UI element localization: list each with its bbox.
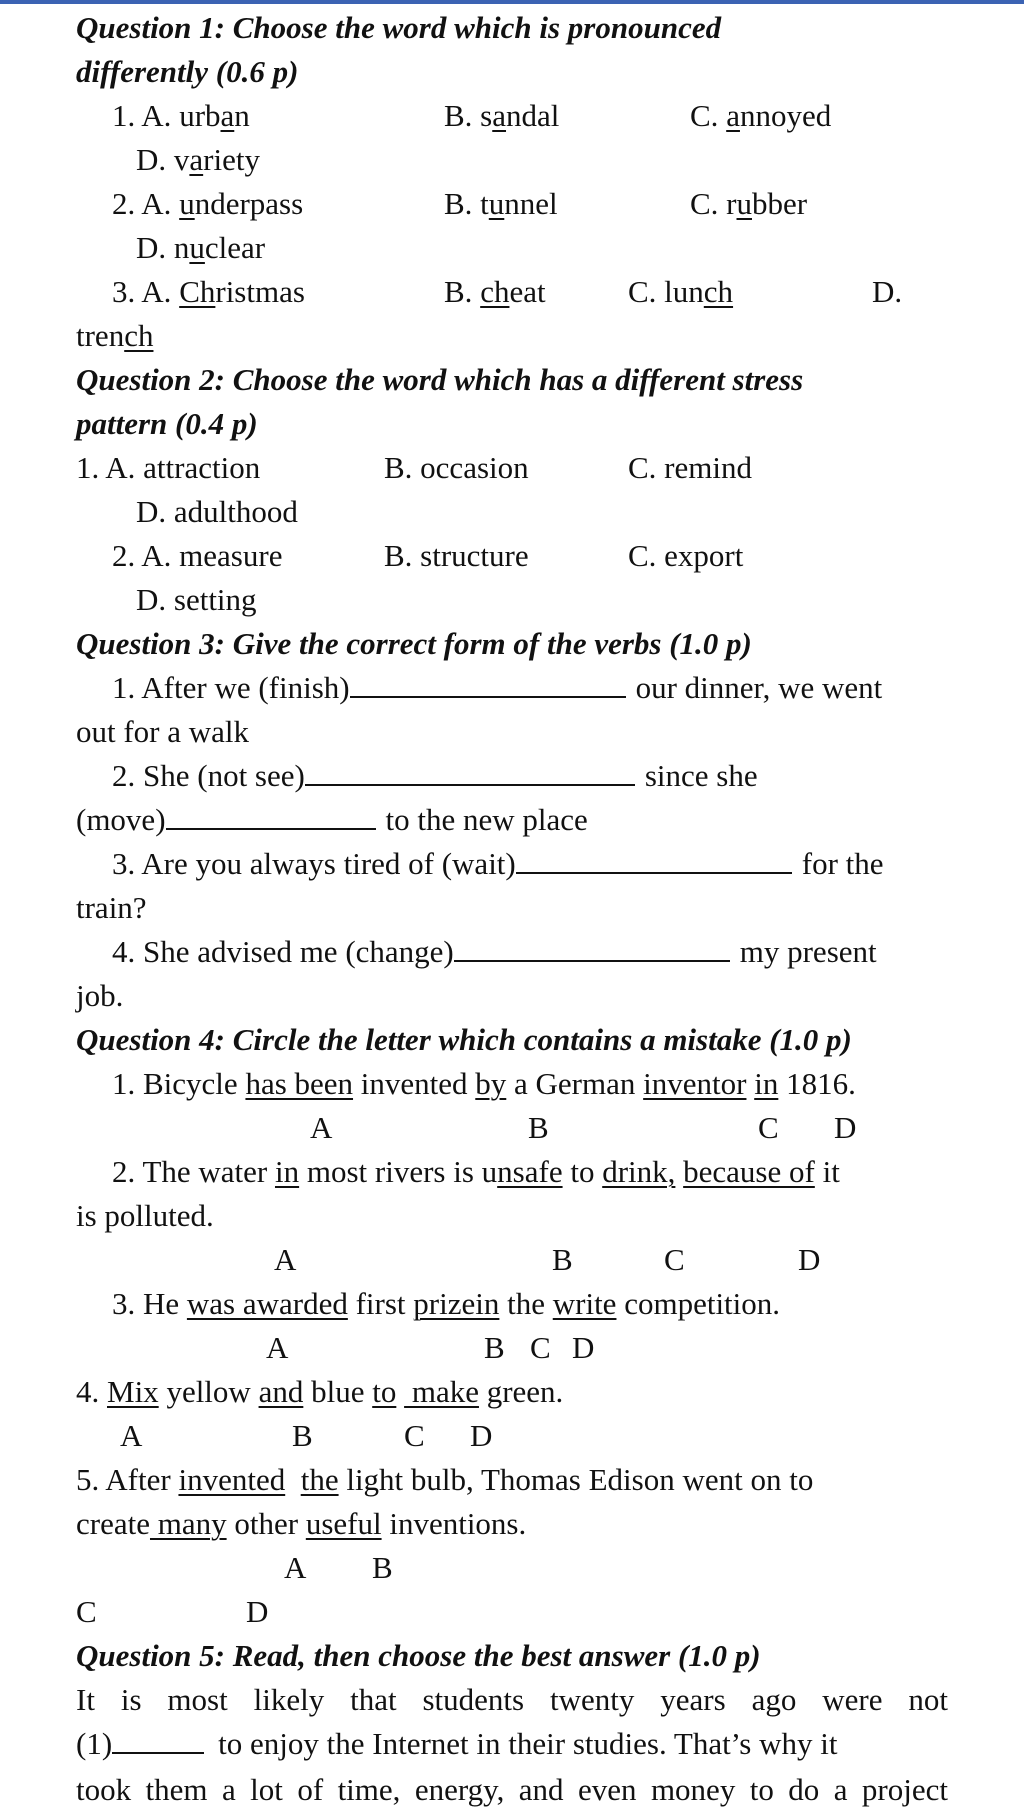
q5-passage-line-3: took them a lot of time, energy, and even money to do a project	[76, 1772, 948, 1807]
q2-item1-option-a: 1. A. attraction	[76, 450, 261, 485]
answer-blank[interactable]	[112, 1726, 204, 1754]
q4-s2-letter-a: A	[274, 1242, 297, 1277]
q1-item2-option-a: 2. A. underpass	[112, 186, 304, 221]
q3-item2: 2. She (not see) since she	[112, 758, 758, 793]
q5-passage-line-3-cropped	[76, 1752, 952, 1807]
q1-item1-option-b: B. sandal	[444, 98, 560, 133]
q1-item3-option-d-label: D.	[872, 274, 903, 309]
q3-item4: 4. She advised me (change) my present	[112, 934, 877, 969]
q4-s1-letter-a: A	[310, 1110, 333, 1145]
q4-sentence-5-cont: create many other useful inventions.	[76, 1506, 527, 1541]
q1-item2-option-d: D. nuclear	[136, 230, 266, 265]
q4-sentence-1: 1. Bicycle has been invented by a German inventor in 1816.	[112, 1066, 856, 1101]
q4-s3-letter-d: D	[572, 1330, 595, 1365]
q4-s1-letter-c: C	[758, 1110, 779, 1145]
q4-s1-letter-b: B	[528, 1110, 549, 1145]
q2-item1-option-d: D. adulthood	[136, 494, 298, 529]
answer-blank[interactable]	[350, 670, 626, 698]
answer-blank[interactable]	[166, 802, 376, 830]
question-2-title: Question 2: Choose the word which has a different stress	[76, 362, 804, 397]
q3-item2-cont: (move) to the new place	[76, 802, 588, 837]
q1-item3-option-d-word: trench	[76, 318, 154, 353]
q4-s2-letter-d: D	[798, 1242, 821, 1277]
q1-item3-option-c: C. lunch	[628, 274, 734, 309]
q2-item1-option-b: B. occasion	[384, 450, 529, 485]
q2-item2-option-d: D. setting	[136, 582, 257, 617]
q4-s3-letter-c: C	[530, 1330, 551, 1365]
q2-item2-option-a: 2. A. measure	[112, 538, 283, 573]
q1-item1-option-c: C. annoyed	[690, 98, 832, 133]
q5-passage-line-1: It is most likely that students twenty years ago were not	[76, 1682, 948, 1717]
q4-s1-letter-d: D	[834, 1110, 857, 1145]
q1-item1-option-d: D. variety	[136, 142, 260, 177]
answer-blank[interactable]	[454, 934, 730, 962]
q3-item3: 3. Are you always tired of (wait) for the	[112, 846, 884, 881]
q3-item3-cont: train?	[76, 890, 147, 925]
q4-sentence-5: 5. After invented the light bulb, Thomas Edison went on to	[76, 1462, 814, 1497]
q2-item1-option-c: C. remind	[628, 450, 752, 485]
q4-s4-letter-a: A	[120, 1418, 143, 1453]
question-3-title: Question 3: Give the correct form of the verbs (1.0 p)	[76, 626, 752, 661]
question-1-title-cont: differently (0.6 p)	[76, 54, 299, 89]
q2-item2-option-b: B. structure	[384, 538, 529, 573]
q1-item2-option-b: B. tunnel	[444, 186, 558, 221]
q4-sentence-4: 4. Mix yellow and blue to make green.	[76, 1374, 564, 1409]
question-4-title: Question 4: Circle the letter which contains a mistake (1.0 p)	[76, 1022, 852, 1057]
q4-sentence-2: 2. The water in most rivers is unsafe to drink, because of it	[112, 1154, 840, 1189]
q4-s2-letter-c: C	[664, 1242, 685, 1277]
q4-s5-letter-a: A	[284, 1550, 307, 1585]
q1-item3-option-b: B. cheat	[444, 274, 546, 309]
answer-blank[interactable]	[516, 846, 792, 874]
question-1-title: Question 1: Choose the word which is pronounced	[76, 10, 722, 45]
q4-s3-letter-a: A	[266, 1330, 289, 1365]
q1-item1-option-a: 1. A. urban	[112, 98, 250, 133]
q4-s5-letter-b: B	[372, 1550, 393, 1585]
answer-blank[interactable]	[305, 758, 635, 786]
q4-s4-letter-c: C	[404, 1418, 425, 1453]
q1-item3-option-a: 3. A. Christmas	[112, 274, 305, 309]
question-5-title: Question 5: Read, then choose the best answer (1.0 p)	[76, 1638, 761, 1673]
q4-s3-letter-b: B	[484, 1330, 505, 1365]
top-accent-bar	[0, 0, 1024, 4]
q1-item2-option-c: C. rubber	[690, 186, 808, 221]
q4-sentence-3: 3. He was awarded first prizein the write competition.	[112, 1286, 781, 1321]
q2-item2-option-c: C. export	[628, 538, 744, 573]
q4-s4-letter-b: B	[292, 1418, 313, 1453]
q3-item4-cont: job.	[76, 978, 124, 1013]
q3-item1: 1. After we (finish) our dinner, we went	[112, 670, 883, 705]
q4-s4-letter-d: D	[470, 1418, 493, 1453]
q4-s5-letter-c: C	[76, 1594, 97, 1629]
q5-passage-line-2: (1) to enjoy the Internet in their studies. That’s why it	[76, 1726, 838, 1761]
q4-sentence-2-cont: is polluted.	[76, 1198, 214, 1233]
q4-s2-letter-b: B	[552, 1242, 573, 1277]
q3-item1-cont: out for a walk	[76, 714, 250, 749]
q4-s5-letter-d: D	[246, 1594, 269, 1629]
question-2-title-cont: pattern (0.4 p)	[76, 406, 258, 441]
